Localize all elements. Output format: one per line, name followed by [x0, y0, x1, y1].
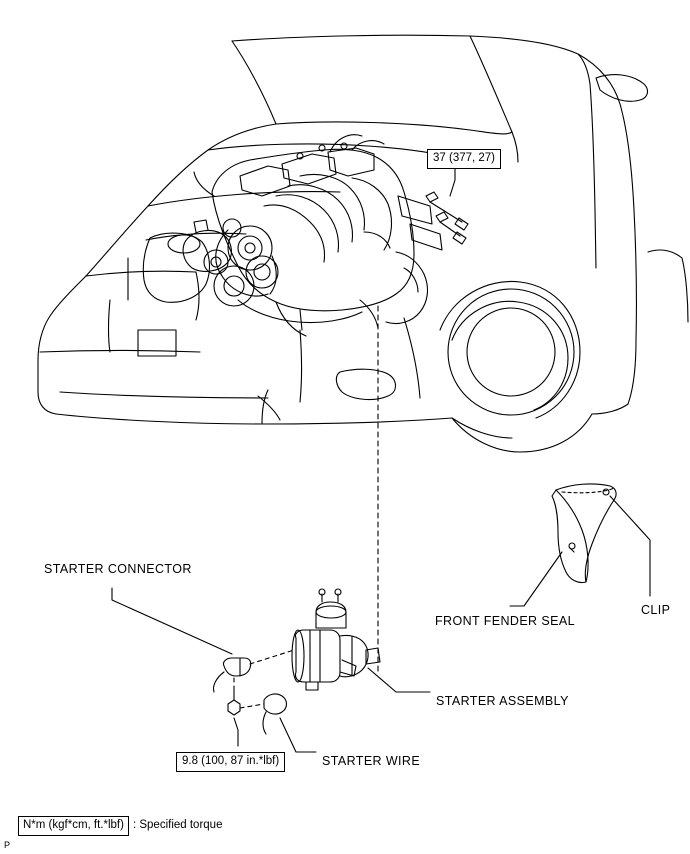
label-starter-connector: STARTER CONNECTOR [44, 562, 192, 576]
label-clip: CLIP [641, 603, 671, 617]
torque-legend-meaning: : Specified torque [132, 819, 223, 831]
page-mark: P [4, 840, 11, 850]
front-fender-seal-detail [510, 484, 650, 606]
starter-assembly-detail [292, 589, 380, 690]
torque-legend-unit: N*m (kgf*cm, ft.*lbf) [18, 816, 129, 836]
starter-connector-detail [112, 588, 294, 692]
torque-spec-starter-wire-nut: 9.8 (100, 87 in.*lbf) [176, 752, 285, 772]
label-front-fender-seal: FRONT FENDER SEAL [435, 614, 575, 628]
torque-legend [18, 816, 222, 836]
vehicle-body-outline [38, 35, 688, 452]
label-starter-wire: STARTER WIRE [322, 754, 421, 768]
starter-mounting-bolts [426, 168, 468, 244]
starter-assembly-leader [368, 668, 430, 692]
torque-spec-upper-bolt: 37 (377, 27) [427, 149, 501, 169]
label-starter-assembly: STARTER ASSEMBLY [436, 694, 569, 708]
engine-assembly [183, 135, 442, 336]
starter-wire-detail [228, 676, 316, 752]
